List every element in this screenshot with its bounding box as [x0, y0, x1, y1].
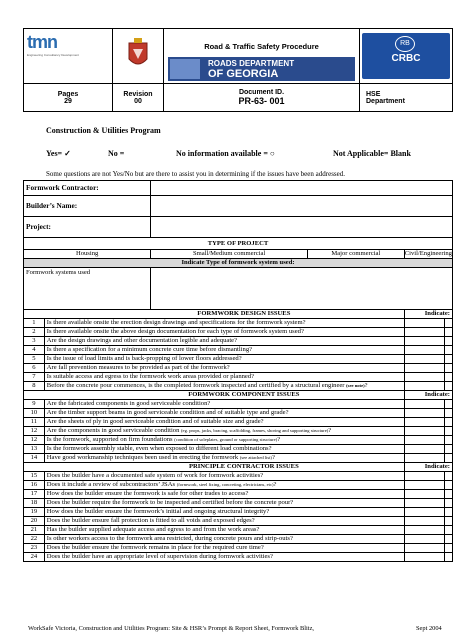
contractor-label: Formwork Contractor:: [24, 181, 151, 196]
revision-label: Revision: [123, 90, 153, 98]
question-text: [44, 427, 404, 436]
answer-box[interactable]: [445, 517, 453, 526]
title-cell: [164, 29, 360, 84]
question-main: Is the formwork assembly stable, even when exposed to different load combinations?: [46, 445, 272, 452]
question-number: 21: [24, 526, 45, 535]
pages-cell: [24, 84, 113, 112]
question-text: [44, 454, 404, 463]
builder-label: Builder’s Name:: [24, 196, 151, 217]
formwork-system-input[interactable]: [151, 268, 453, 310]
gdot-line1: ROADS DEPARTMENT: [208, 59, 295, 68]
question-main: Before the concrete pour commences, is the completed formwork inspected and certified by a structural engineer: [46, 382, 345, 389]
question-note: (formwork, steel fixing, concreting, electricians, etc): [176, 482, 274, 487]
pages-label: Pages: [57, 90, 79, 98]
answer-box[interactable]: [445, 508, 453, 517]
question-number: 10: [24, 409, 45, 418]
question-number: 2: [24, 328, 45, 337]
program-title: Construction & Utilities Program: [46, 126, 161, 135]
answer-cell[interactable]: [404, 544, 445, 553]
question-text: [44, 436, 404, 445]
dept-cell: [360, 84, 453, 112]
question-main: Is other workers access to the formwork area restricted, during concrete pours and strip-outs?: [46, 535, 293, 542]
question-text: [44, 490, 404, 499]
coat-of-arms-icon: [125, 37, 151, 73]
answer-cell[interactable]: [404, 355, 445, 364]
table-row: [24, 364, 453, 373]
question-text: [44, 445, 404, 454]
question-text: [44, 418, 404, 427]
question-text: [44, 355, 404, 364]
section-header: [24, 310, 453, 319]
project-label: Project:: [24, 217, 151, 238]
table-row: [24, 436, 453, 445]
section-title: FORMWORK DESIGN ISSUES: [24, 310, 405, 319]
section-indicate-label: Indicate:: [404, 391, 452, 400]
formwork-system-title: Indicate Type of formwork system used:: [24, 259, 453, 268]
document-header: [23, 28, 453, 112]
gdot-road-graphic: [170, 59, 200, 79]
table-row: [24, 490, 453, 499]
section-header: [24, 463, 453, 472]
question-main: Have good workmanship techniques been used in erecting the formwork: [46, 454, 239, 461]
question-text: [44, 544, 404, 553]
question-note: (see note): [346, 383, 365, 388]
question-main: Has the builder supplied adequate access and egress to and from the work areas?: [46, 526, 260, 533]
question-number: 24: [24, 553, 45, 562]
question-text: [44, 373, 404, 382]
question-number: 3: [24, 337, 45, 346]
question-end: ?: [364, 382, 368, 389]
answer-box[interactable]: [445, 526, 453, 535]
gdot-banner: [168, 57, 355, 81]
question-main: Does the builder have a documented safe system of work for formwork activities?: [46, 472, 264, 479]
answer-box[interactable]: [445, 490, 453, 499]
answer-box[interactable]: [445, 382, 453, 391]
section-title: PRINCIPLE CONTRACTOR ISSUES: [24, 463, 405, 472]
coat-of-arms-cell: [113, 29, 164, 84]
answer-cell[interactable]: [404, 346, 445, 355]
answer-box[interactable]: [445, 337, 453, 346]
docid-label: Document ID.: [238, 89, 285, 96]
table-row: [24, 526, 453, 535]
question-number: 5: [24, 355, 45, 364]
question-number: 7: [24, 373, 45, 382]
answer-cell[interactable]: [404, 319, 445, 328]
question-number: 22: [24, 535, 45, 544]
section-header: [24, 391, 453, 400]
answer-box[interactable]: [445, 364, 453, 373]
question-end: ?: [271, 454, 275, 461]
footer-source: WorkSafe Victoria, Construction and Utilities Program: Site & HSR’s Prompt & Report Sheet, Formwork Blitz,: [28, 625, 315, 632]
answer-box[interactable]: [445, 346, 453, 355]
question-text: [44, 481, 404, 490]
project-type-title: TYPE OF PROJECT: [24, 238, 453, 250]
question-main: Does the builder have an appropriate level of supervision during formwork activities?: [46, 553, 273, 560]
answer-cell[interactable]: [404, 337, 445, 346]
question-number: 15: [24, 472, 45, 481]
question-text: [44, 337, 404, 346]
question-number: 18: [24, 499, 45, 508]
question-main: Are the components in good serviceable condition: [46, 427, 180, 434]
table-row: [24, 382, 453, 391]
crbc-badge: RB: [395, 36, 415, 52]
question-main: Are the design drawings and other documentation legible and adequate?: [46, 337, 238, 344]
intro-note: Some questions are not Yes/No but are there to assist you in determining if the issues have been addressed.: [46, 170, 345, 178]
answer-cell[interactable]: [404, 364, 445, 373]
answer-cell[interactable]: [404, 418, 445, 427]
logo-tagline: Engineering Consultancy Development: [27, 53, 79, 57]
question-main: Is suitable access and egress to the formwork work areas provided or planned?: [46, 373, 255, 380]
table-row: [24, 454, 453, 463]
question-main: Are fall prevention measures to be provided as part of the formwork?: [46, 364, 230, 371]
answer-box[interactable]: [445, 535, 453, 544]
section-indicate-label: Indicate:: [404, 463, 452, 472]
question-text: [44, 553, 404, 562]
question-text: [44, 517, 404, 526]
question-text: [44, 382, 404, 391]
table-row: [24, 409, 453, 418]
question-text: [44, 346, 404, 355]
table-row: [24, 418, 453, 427]
answer-cell[interactable]: [404, 409, 445, 418]
answer-box[interactable]: [445, 454, 453, 463]
question-text: [44, 472, 404, 481]
question-number: 14: [24, 454, 45, 463]
docid-cell: [164, 84, 360, 112]
question-main: How does the builder ensure the formwork’s initial and ongoing structural integrity?: [46, 508, 270, 515]
question-note: (condition of soleplates, ground or supporting structure): [174, 437, 278, 442]
answer-cell[interactable]: [404, 535, 445, 544]
project-type-housing[interactable]: Housing: [24, 250, 151, 259]
table-row: [24, 427, 453, 436]
table-row: [24, 544, 453, 553]
answer-cell[interactable]: [404, 373, 445, 382]
dept-line2: Department: [366, 97, 405, 105]
footer-date: Sept 2004: [416, 625, 442, 632]
answer-box[interactable]: [445, 418, 453, 427]
answer-cell[interactable]: [404, 553, 445, 562]
question-text: [44, 409, 404, 418]
answer-cell[interactable]: [404, 490, 445, 499]
answer-cell[interactable]: [404, 472, 445, 481]
question-text: [44, 319, 404, 328]
answer-box[interactable]: [445, 427, 453, 436]
answer-box[interactable]: [445, 319, 453, 328]
project-type-civil[interactable]: Civil/Engineering: [404, 250, 452, 257]
table-row: [24, 445, 453, 454]
legend-info: No information available = ○: [176, 149, 275, 158]
answer-box[interactable]: [445, 553, 453, 562]
answer-cell[interactable]: [404, 436, 445, 445]
question-number: 4: [24, 346, 45, 355]
table-row: [24, 373, 453, 382]
question-note: (see attached list): [239, 455, 272, 460]
project-type-small-medium[interactable]: Small/Medium commercial: [151, 250, 308, 259]
table-row: [24, 481, 453, 490]
revision-value: 00: [134, 97, 142, 105]
answer-box[interactable]: [445, 436, 453, 445]
formwork-system-label: Formwork systems used: [24, 268, 151, 310]
question-number: 9: [24, 400, 45, 409]
contractor-row: [24, 181, 453, 196]
question-number: 12: [24, 427, 45, 436]
answer-cell[interactable]: [404, 499, 445, 508]
answer-box[interactable]: [445, 400, 453, 409]
company-logo-cell: [24, 29, 113, 84]
question-end: ?: [273, 481, 277, 488]
section-indicate-label: Indicate:: [404, 310, 452, 319]
answer-cell[interactable]: [404, 481, 445, 490]
answer-cell[interactable]: [404, 382, 445, 391]
answer-box[interactable]: [445, 481, 453, 490]
gdot-line2: OF GEORGIA: [208, 68, 279, 80]
question-main: Are the fabricated components in good serviceable condition?: [46, 400, 211, 407]
table-row: [24, 535, 453, 544]
answer-box[interactable]: [445, 373, 453, 382]
answer-cell[interactable]: [404, 400, 445, 409]
question-number: 13: [24, 445, 45, 454]
table-row: [24, 517, 453, 526]
crbc-logo: [362, 33, 450, 79]
question-text: [44, 400, 404, 409]
answer-cell[interactable]: [404, 445, 445, 454]
question-number: 23: [24, 544, 45, 553]
pages-value: 29: [64, 97, 72, 105]
question-text: [44, 364, 404, 373]
answer-box[interactable]: [445, 499, 453, 508]
question-main: Is the issue of load limits and is back-propping of lower floors addressed?: [46, 355, 242, 362]
question-main: Is there available onsite the above design documentation for each type of formwork system used?: [46, 328, 304, 335]
table-row: [24, 472, 453, 481]
question-main: Is there available onsite the erection design drawings and specifications for the formwork system?: [46, 319, 306, 326]
question-main: Does the builder ensure fall protection is fitted to all voids and exposed edges?: [46, 517, 255, 524]
crbc-name: CRBC: [391, 53, 421, 64]
section-title: FORMWORK COMPONENT ISSUES: [24, 391, 405, 400]
table-row: [24, 346, 453, 355]
question-text: [44, 499, 404, 508]
table-row: [24, 337, 453, 346]
answer-cell[interactable]: [404, 508, 445, 517]
project-type-major[interactable]: Major commercial: [307, 250, 404, 259]
table-row: [24, 355, 453, 364]
project-type-options: [24, 250, 453, 259]
docid-value: PR-63- 001: [238, 96, 285, 106]
project-row: [24, 217, 453, 238]
tmn-logo: tmn: [27, 32, 57, 52]
legend-no: No =: [108, 149, 125, 158]
answer-box[interactable]: [445, 355, 453, 364]
question-number: 16: [24, 481, 45, 490]
table-row: [24, 328, 453, 337]
answer-box[interactable]: [445, 472, 453, 481]
question-end: ?: [277, 436, 281, 443]
project-input[interactable]: [151, 217, 453, 238]
question-number: 20: [24, 517, 45, 526]
contractor-input[interactable]: [151, 181, 453, 196]
question-main: Does the builder require the formwork to be inspected and certified before the concrete pour?: [46, 499, 294, 506]
question-text: [44, 535, 404, 544]
question-end: ?: [328, 427, 332, 434]
question-main: Is the formwork, supported on firm foundations: [46, 436, 173, 443]
answer-box[interactable]: [445, 445, 453, 454]
question-text: [44, 328, 404, 337]
answer-cell[interactable]: [404, 526, 445, 535]
legend-na: Not Applicable= Blank: [333, 149, 411, 158]
question-number: 17: [24, 490, 45, 499]
answer-cell[interactable]: [404, 517, 445, 526]
legend-yes: Yes= ✓: [46, 149, 71, 158]
question-main: Is there a specification for a minimum concrete cure time before dismantling?: [46, 346, 253, 353]
table-row: [24, 553, 453, 562]
answer-box[interactable]: [445, 409, 453, 418]
question-number: 1: [24, 319, 45, 328]
answer-cell[interactable]: [404, 328, 445, 337]
table-row: [24, 499, 453, 508]
table-row: [24, 319, 453, 328]
question-main: Does the builder ensure the formwork remains in place for the required cure time?: [46, 544, 264, 551]
table-row: [24, 508, 453, 517]
revision-cell: [113, 84, 164, 112]
question-number: 8: [24, 382, 45, 391]
answer-box[interactable]: [445, 544, 453, 553]
question-main: Are the timber support beams in good serviceable condition and of suitable type and grade?: [46, 409, 289, 416]
builder-input[interactable]: [151, 196, 453, 217]
answer-box[interactable]: [445, 328, 453, 337]
procedure-title: Road & Traffic Safety Procedure: [204, 42, 319, 51]
question-number: 12: [24, 436, 45, 445]
question-main: Does it include a review of subcontractors’ JSAs: [46, 481, 176, 488]
answer-cell[interactable]: [404, 454, 445, 463]
question-text: [44, 508, 404, 517]
checklist-form: [23, 180, 453, 562]
builder-row: [24, 196, 453, 217]
question-text: [44, 526, 404, 535]
crbc-logo-cell: [360, 29, 453, 84]
question-note: (eg. props, jacks, bracing, scaffolding, frames, shoring and supporting structure): [181, 428, 329, 433]
answer-cell[interactable]: [404, 427, 445, 436]
dept-line1: HSE: [366, 90, 381, 98]
question-number: 6: [24, 364, 45, 373]
table-row: [24, 400, 453, 409]
question-main: How does the builder ensure the formwork is safe for other trades to access?: [46, 490, 249, 497]
question-number: 19: [24, 508, 45, 517]
question-number: 11: [24, 418, 45, 427]
question-main: Are the sheets of ply in good serviceable condition and of suitable size and grade?: [46, 418, 264, 425]
